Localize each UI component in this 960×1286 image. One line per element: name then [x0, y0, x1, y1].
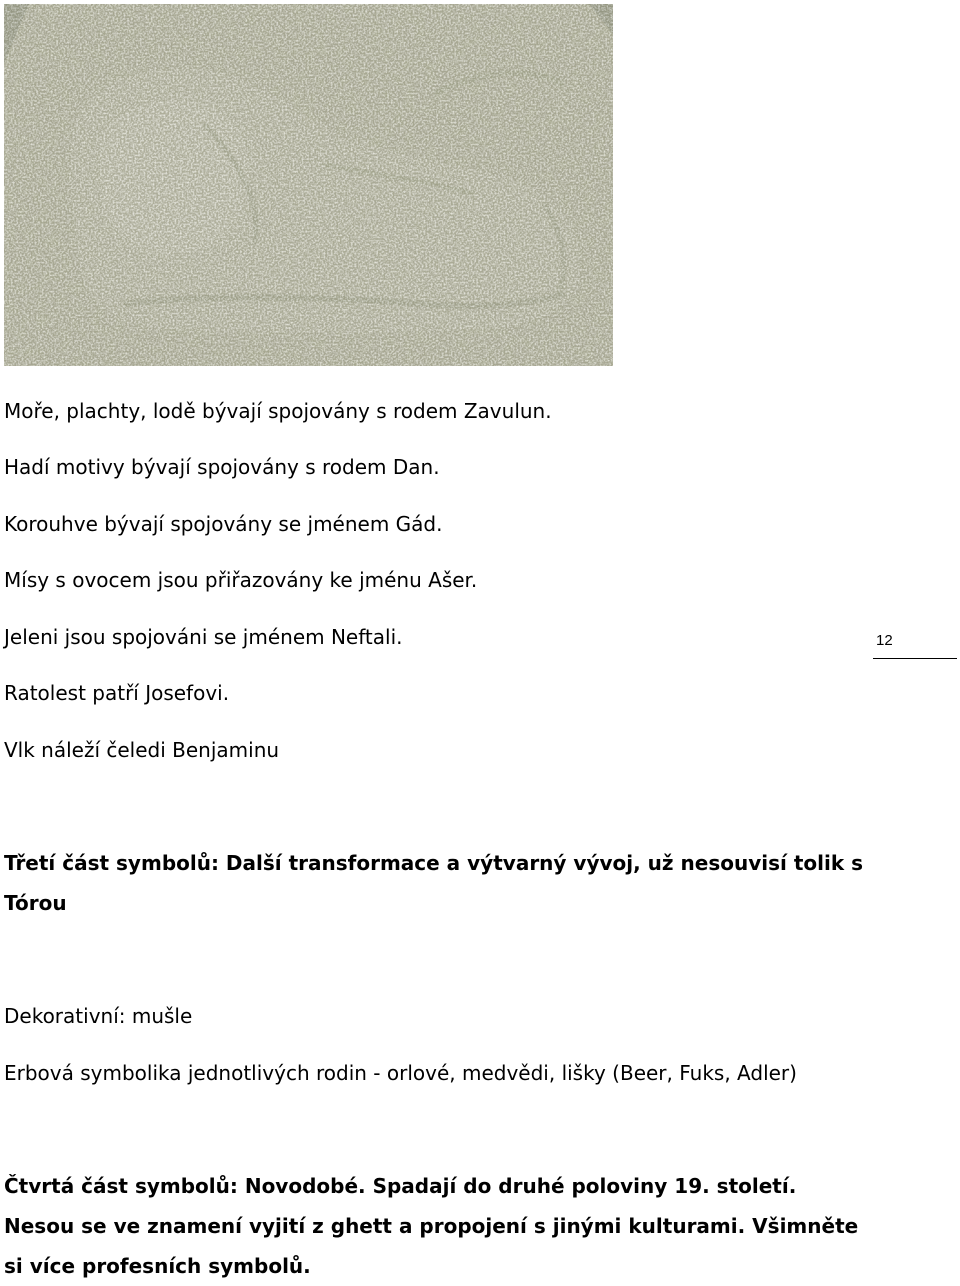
text-line-josef: Ratolest patří Josefovi. [4, 681, 230, 705]
text-line-gad: Korouhve bývají spojovány se jménem Gád. [4, 512, 443, 536]
text-line-dan: Hadí motivy bývají spojovány s rodem Dan. [4, 455, 440, 479]
text-line-heraldic: Erbová symbolika jednotlivých rodin - orlové, medvědi, lišky (Beer, Fuks, Adler) [4, 1061, 797, 1085]
text-line-benjamin: Vlk náleží čeledi Benjaminu [4, 738, 280, 762]
gravestone-relief-photo [4, 4, 613, 366]
heading-fourth-part: Čtvrtá část symbolů: Novodobé. Spadají do druhé poloviny 19. století. Nesou se ve znamení vyjití z ghett a propojení s jinými kulturami. Všimněte si více profesních symbolů. [4, 1174, 859, 1278]
text-line-zavulun: Moře, plachty, lodě bývají spojovány s rodem Zavulun. [4, 399, 552, 423]
heading-third-part: Třetí část symbolů: Další transformace a výtvarný vývoj, už nesouvisí tolik s Tórou [4, 851, 864, 915]
page-number: 12 [876, 632, 893, 649]
text-line-neftali: Jeleni jsou spojováni se jménem Neftali. [4, 625, 403, 649]
text-line-decorative: Dekorativní: mušle [4, 1004, 193, 1028]
text-line-aser: Mísy s ovocem jsou přiřazovány ke jménu Ašer. [4, 568, 478, 592]
page-number-rule [873, 658, 957, 659]
